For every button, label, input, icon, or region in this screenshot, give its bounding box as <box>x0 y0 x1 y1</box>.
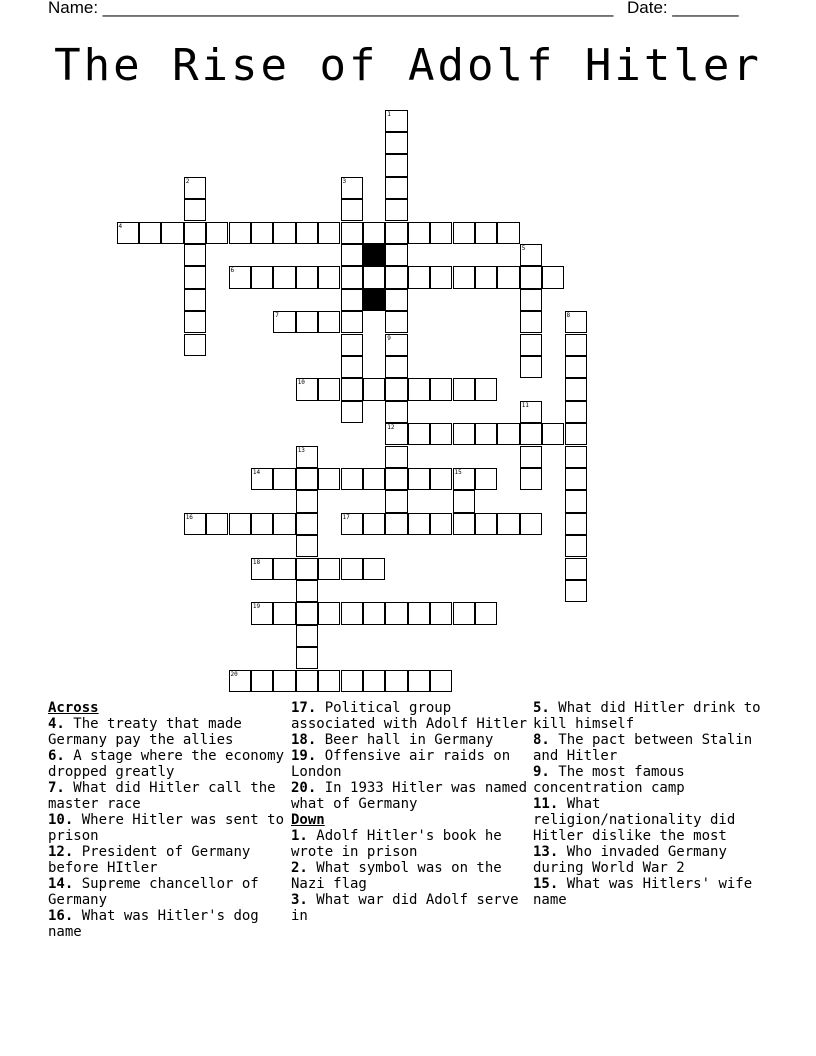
grid-cell[interactable] <box>184 334 206 356</box>
grid-cell[interactable] <box>363 378 385 400</box>
grid-cell[interactable] <box>318 266 340 288</box>
clue-number: 18 <box>252 558 261 566</box>
grid-cell[interactable] <box>251 558 273 580</box>
grid-cell[interactable] <box>408 670 430 692</box>
grid-cell[interactable] <box>251 468 273 490</box>
grid-cell[interactable] <box>475 513 497 535</box>
clue-item <box>291 780 527 812</box>
clue-item-text: The treaty that made Germany pay the allies <box>48 716 242 748</box>
grid-cell[interactable] <box>363 513 385 535</box>
grid-cell[interactable] <box>430 670 452 692</box>
grid-cell[interactable] <box>475 266 497 288</box>
clue-item-text: Adolf Hitler's book he wrote in prison <box>291 828 502 860</box>
clue-item-text: What was Hitler's dog name <box>48 908 259 940</box>
grid-cell[interactable] <box>453 490 475 512</box>
grid-cell[interactable] <box>251 266 273 288</box>
clue-item-text: President of Germany before HItler <box>48 844 251 876</box>
grid-cell[interactable] <box>296 558 318 580</box>
grid-cell[interactable] <box>273 670 295 692</box>
grid-cell[interactable] <box>385 468 407 490</box>
grid-cell[interactable] <box>296 222 318 244</box>
clue-number: 1 <box>387 110 391 118</box>
clue-number: 11 <box>521 401 529 409</box>
grid-cell[interactable] <box>385 132 407 154</box>
clue-item-text: Where Hitler was sent to prison <box>48 812 285 844</box>
grid-cell[interactable] <box>184 199 206 221</box>
clue-item <box>48 748 284 780</box>
grid-cell[interactable] <box>430 602 452 624</box>
clue-item-text: Supreme chancellor of Germany <box>48 876 259 908</box>
grid-cell[interactable] <box>408 266 430 288</box>
clue-item-number: 10. <box>48 812 74 828</box>
grid-cell[interactable] <box>341 356 363 378</box>
grid-cell[interactable] <box>161 222 183 244</box>
grid-cell[interactable] <box>184 177 206 199</box>
grid-cell[interactable] <box>184 289 206 311</box>
clue-item <box>291 860 527 892</box>
clue-number: 10 <box>297 379 305 387</box>
grid-cell[interactable] <box>341 289 363 311</box>
grid-cell[interactable] <box>408 602 430 624</box>
grid-cell[interactable] <box>296 602 318 624</box>
grid-cell[interactable] <box>408 378 430 400</box>
grid-cell[interactable] <box>341 670 363 692</box>
grid-cell[interactable] <box>273 266 295 288</box>
grid-cell[interactable] <box>318 378 340 400</box>
clue-item-number: 18. <box>291 732 317 748</box>
grid-cell[interactable] <box>229 266 251 288</box>
clue-item <box>533 844 769 876</box>
clue-item-number: 1. <box>291 828 308 844</box>
grid-cell[interactable] <box>296 468 318 490</box>
grid-cell[interactable] <box>565 311 587 333</box>
grid-cell[interactable] <box>273 558 295 580</box>
grid-cell[interactable] <box>430 378 452 400</box>
grid-cell[interactable] <box>318 311 340 333</box>
clue-item-number: 5. <box>533 700 550 716</box>
grid-cell[interactable] <box>430 513 452 535</box>
grid-cell[interactable] <box>520 289 542 311</box>
grid-cell[interactable] <box>520 446 542 468</box>
grid-cell[interactable] <box>542 266 564 288</box>
down-heading: Down <box>291 812 325 828</box>
grid-cell[interactable] <box>318 558 340 580</box>
grid-cell[interactable] <box>341 311 363 333</box>
clue-item <box>291 700 527 732</box>
grid-cell[interactable] <box>318 468 340 490</box>
clue-item <box>291 748 527 780</box>
grid-cell[interactable] <box>341 244 363 266</box>
clue-item <box>48 908 284 940</box>
grid-cell[interactable] <box>363 670 385 692</box>
grid-cell[interactable] <box>520 311 542 333</box>
across-heading: Across <box>48 700 99 716</box>
clues-column-1 <box>48 700 284 940</box>
clue-item-number: 14. <box>48 876 74 892</box>
grid-cell[interactable] <box>385 244 407 266</box>
grid-cell[interactable] <box>184 311 206 333</box>
grid-cell[interactable] <box>296 647 318 669</box>
clue-number: 14 <box>252 468 261 476</box>
grid-cell[interactable] <box>363 558 385 580</box>
grid-cell[interactable] <box>273 602 295 624</box>
grid-cell[interactable] <box>341 334 363 356</box>
grid-cell[interactable] <box>296 670 318 692</box>
grid-cell[interactable] <box>565 423 587 445</box>
clue-item-number: 20. <box>291 780 317 796</box>
clue-item-text: What symbol was on the Nazi flag <box>291 860 502 892</box>
grid-cell[interactable] <box>430 423 452 445</box>
black-square <box>363 244 385 266</box>
grid-cell[interactable] <box>453 468 475 490</box>
grid-cell[interactable] <box>565 558 587 580</box>
grid-cell[interactable] <box>385 289 407 311</box>
clue-number: 17 <box>342 513 350 521</box>
grid-cell[interactable] <box>184 244 206 266</box>
clue-item <box>48 876 284 908</box>
clue-number: 6 <box>230 267 235 275</box>
clue-number: 4 <box>118 222 123 230</box>
grid-cell[interactable] <box>229 222 251 244</box>
grid-cell[interactable] <box>520 423 542 445</box>
grid-cell[interactable] <box>139 222 161 244</box>
grid-cell[interactable] <box>385 154 407 176</box>
grid-cell[interactable] <box>363 468 385 490</box>
clues-column-3 <box>533 700 769 908</box>
grid-cell[interactable] <box>520 513 542 535</box>
grid-cell[interactable] <box>385 356 407 378</box>
clue-item <box>48 716 284 748</box>
clue-item <box>48 780 284 812</box>
grid-cell[interactable] <box>385 222 407 244</box>
grid-cell[interactable] <box>453 602 475 624</box>
grid-cell[interactable] <box>385 513 407 535</box>
grid-cell[interactable] <box>296 378 318 400</box>
grid-cell[interactable] <box>296 535 318 557</box>
grid-cell[interactable] <box>385 177 407 199</box>
grid-cell[interactable] <box>475 468 497 490</box>
grid-cell[interactable] <box>296 625 318 647</box>
grid-cell[interactable] <box>341 401 363 423</box>
clue-number: 16 <box>185 513 193 521</box>
clue-item <box>48 812 284 844</box>
clue-item <box>533 796 769 844</box>
grid-cell[interactable] <box>565 490 587 512</box>
grid-cell[interactable] <box>520 334 542 356</box>
clue-item <box>533 764 769 796</box>
clue-item <box>533 700 769 732</box>
black-square <box>363 289 385 311</box>
clue-number: 20 <box>230 670 238 678</box>
grid-cell[interactable] <box>497 423 519 445</box>
grid-cell[interactable] <box>318 222 340 244</box>
grid-cell[interactable] <box>475 222 497 244</box>
clue-item-text: The most famous concentration camp <box>533 764 685 796</box>
grid-cell[interactable] <box>385 490 407 512</box>
grid-cell[interactable] <box>475 602 497 624</box>
grid-cell[interactable] <box>206 222 228 244</box>
date-field[interactable]: Date: _______ <box>627 0 739 17</box>
grid-cell[interactable] <box>408 468 430 490</box>
grid-cell[interactable] <box>385 110 407 132</box>
grid-cell[interactable] <box>475 423 497 445</box>
grid-cell[interactable] <box>229 513 251 535</box>
grid-cell[interactable] <box>206 513 228 535</box>
grid-cell[interactable] <box>385 446 407 468</box>
clue-item-text: Offensive air raids on London <box>291 748 511 780</box>
grid-cell[interactable] <box>251 513 273 535</box>
clue-item-text: What war did Adolf serve in <box>291 892 519 924</box>
grid-cell[interactable] <box>251 670 273 692</box>
grid-cell[interactable] <box>565 334 587 356</box>
clue-item-number: 7. <box>48 780 65 796</box>
grid-cell[interactable] <box>453 222 475 244</box>
grid-cell[interactable] <box>273 222 295 244</box>
grid-cell[interactable] <box>408 222 430 244</box>
grid-cell[interactable] <box>296 513 318 535</box>
grid-cell[interactable] <box>385 378 407 400</box>
grid-cell[interactable] <box>542 423 564 445</box>
grid-cell[interactable] <box>341 199 363 221</box>
clue-item <box>291 892 527 924</box>
grid-cell[interactable] <box>341 177 363 199</box>
clue-item-number: 8. <box>533 732 550 748</box>
clue-number: 2 <box>185 177 190 185</box>
clue-number: 8 <box>566 312 571 320</box>
grid-cell[interactable] <box>453 513 475 535</box>
grid-cell[interactable] <box>318 670 340 692</box>
clue-number: 13 <box>297 446 305 454</box>
grid-cell[interactable] <box>497 266 519 288</box>
clue-item <box>533 732 769 764</box>
clue-item-number: 2. <box>291 860 308 876</box>
clue-item-text: The pact between Stalin and Hitler <box>533 732 753 764</box>
clue-item-text: In 1933 Hitler was named what of Germany <box>291 780 528 812</box>
clue-item-number: 12. <box>48 844 74 860</box>
grid-cell[interactable] <box>296 446 318 468</box>
grid-cell[interactable] <box>273 468 295 490</box>
clue-number: 15 <box>454 468 462 476</box>
grid-cell[interactable] <box>341 513 363 535</box>
grid-cell[interactable] <box>385 311 407 333</box>
grid-cell[interactable] <box>565 401 587 423</box>
grid-cell[interactable] <box>363 266 385 288</box>
grid-cell[interactable] <box>565 468 587 490</box>
clue-item-number: 3. <box>291 892 308 908</box>
grid-cell[interactable] <box>520 244 542 266</box>
grid-cell[interactable] <box>184 266 206 288</box>
grid-cell[interactable] <box>497 222 519 244</box>
clue-item-number: 17. <box>291 700 317 716</box>
clue-item-text: A stage where the economy dropped greatly <box>48 748 285 780</box>
grid-cell[interactable] <box>565 378 587 400</box>
name-field[interactable]: Name: ______________________________________________________ <box>48 0 614 17</box>
grid-cell[interactable] <box>385 199 407 221</box>
clue-item-number: 19. <box>291 748 317 764</box>
grid-cell[interactable] <box>385 602 407 624</box>
grid-cell[interactable] <box>497 513 519 535</box>
grid-cell[interactable] <box>565 535 587 557</box>
grid-cell[interactable] <box>565 446 587 468</box>
grid-cell[interactable] <box>296 311 318 333</box>
grid-cell[interactable] <box>273 311 295 333</box>
clue-item-number: 16. <box>48 908 74 924</box>
grid-cell[interactable] <box>385 266 407 288</box>
clue-item-number: 15. <box>533 876 559 892</box>
grid-cell[interactable] <box>184 513 206 535</box>
grid-cell[interactable] <box>520 468 542 490</box>
grid-cell[interactable] <box>296 266 318 288</box>
clue-item <box>48 844 284 876</box>
grid-cell[interactable] <box>385 334 407 356</box>
clue-number: 3 <box>342 177 347 185</box>
grid-cell[interactable] <box>408 423 430 445</box>
clues-column-2 <box>291 700 527 924</box>
clue-number: 7 <box>275 312 279 320</box>
page-title: The Rise of Adolf Hitler <box>54 40 762 91</box>
grid-cell[interactable] <box>296 580 318 602</box>
clue-item-number: 13. <box>533 844 559 860</box>
grid-cell[interactable] <box>520 356 542 378</box>
grid-cell[interactable] <box>341 266 363 288</box>
clue-number: 5 <box>521 244 526 252</box>
grid-cell[interactable] <box>341 468 363 490</box>
grid-cell[interactable] <box>251 602 273 624</box>
grid-cell[interactable] <box>430 266 452 288</box>
grid-cell[interactable] <box>430 222 452 244</box>
clue-item-number: 9. <box>533 764 550 780</box>
grid-cell[interactable] <box>453 378 475 400</box>
grid-cell[interactable] <box>296 490 318 512</box>
grid-cell[interactable] <box>565 356 587 378</box>
clue-item-number: 4. <box>48 716 65 732</box>
grid-cell[interactable] <box>385 423 407 445</box>
clue-item-number: 6. <box>48 748 65 764</box>
grid-cell[interactable] <box>475 378 497 400</box>
grid-cell[interactable] <box>520 401 542 423</box>
clue-item <box>291 732 527 748</box>
clue-item-text: Beer hall in Germany <box>316 732 494 748</box>
clue-item-text: What did Hitler call the master race <box>48 780 276 812</box>
clue-number: 9 <box>387 334 391 342</box>
grid-cell[interactable] <box>430 468 452 490</box>
grid-cell[interactable] <box>341 378 363 400</box>
clue-item-text: Political group associated with Adolf Hitler <box>291 700 528 732</box>
grid-cell[interactable] <box>184 222 206 244</box>
clue-item-text: What was Hitlers' wife name <box>533 876 753 908</box>
grid-cell[interactable] <box>117 222 139 244</box>
grid-cell[interactable] <box>251 222 273 244</box>
grid-cell[interactable] <box>273 513 295 535</box>
clue-item <box>533 876 769 908</box>
clue-number: 12 <box>387 424 395 432</box>
grid-cell[interactable] <box>229 670 251 692</box>
clue-item-text: What religion/nationality did Hitler dislike the most <box>533 796 736 844</box>
grid-cell[interactable] <box>453 266 475 288</box>
grid-cell[interactable] <box>408 513 430 535</box>
clue-number: 19 <box>252 603 261 611</box>
grid-cell[interactable] <box>341 222 363 244</box>
grid-cell[interactable] <box>385 401 407 423</box>
grid-cell[interactable] <box>565 513 587 535</box>
grid-cell[interactable] <box>520 266 542 288</box>
grid-cell[interactable] <box>318 602 340 624</box>
grid-cell[interactable] <box>363 222 385 244</box>
grid-cell[interactable] <box>363 602 385 624</box>
grid-cell[interactable] <box>341 558 363 580</box>
clue-item-number: 11. <box>533 796 559 812</box>
clue-item <box>291 828 527 860</box>
grid-cell[interactable] <box>385 670 407 692</box>
grid-cell[interactable] <box>341 602 363 624</box>
clue-item-text: What did Hitler drink to kill himself <box>533 700 761 732</box>
clue-item-text: Who invaded Germany during World War 2 <box>533 844 727 876</box>
grid-cell[interactable] <box>453 423 475 445</box>
grid-cell[interactable] <box>565 580 587 602</box>
